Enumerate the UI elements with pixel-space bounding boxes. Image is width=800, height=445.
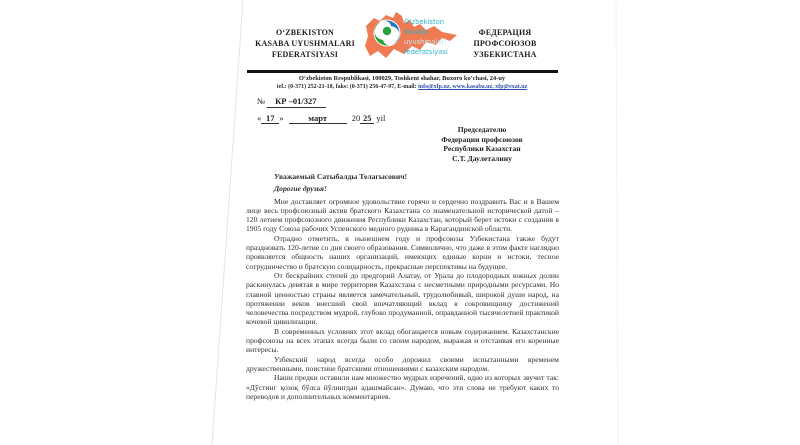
date-day: 17	[261, 113, 279, 124]
org-email-web-links: info@xfp.uz, www.kasaba.uz, xfp@exat.uz	[418, 84, 528, 90]
recipient-line: Республики Казахстан	[443, 144, 521, 154]
salutation: Уважаемый Сатыбалды Телагысович!	[274, 172, 408, 181]
emblem-dot	[383, 27, 391, 35]
recipient-line: Председателю	[457, 125, 507, 134]
reference-number-line	[257, 96, 326, 106]
letter-body	[246, 172, 559, 401]
org-name-line: FEDERATSIYASI	[271, 50, 339, 59]
body-paragraph: Узбекский народ всегда особо дорожил своими испытанными временем дружественными, поистине братскими отношениями с казахским народом.	[246, 354, 559, 373]
org-contacts	[240, 83, 564, 91]
date-month: март	[289, 113, 347, 124]
body-paragraph: Мне доставляет огромное удовольствие горячо и сердечно поздравить Вас и в Вашем лице весь профсоюзный актив братского Казахстана со знаменательной исторической датой – 120 летием профсоюзного движения Республики Казахстан, который берет истоки с создания в 1905 году Союза рабочих Успенского медного рудника в Карагандинской области.	[246, 196, 559, 234]
body-paragraph: Наши предки оставили нам множество мудрых изречений, одно из которых звучит так: «Дўстинг қозоқ бўлса йўлингдан адашмайсан». Думаю, что эти слова не требуют каких то переводов и дополнительных комментариев.	[246, 373, 559, 401]
org-phone-fax: tel.: (0-371) 252-21-18, faks: (0-371) 256-47-97, E-mail:	[276, 84, 419, 90]
org-address: O‘zbekiston Respublikasi, 100029, Toshkent shahar, Buxoro ko‘chasi, 24-uy	[298, 75, 506, 82]
recipient-block	[404, 125, 560, 163]
org-name-line: ПРОФСОЮЗОВ	[473, 39, 537, 48]
letterhead-divider	[247, 70, 558, 73]
body-paragraph: В современных условиях этот вклад обогащается новым содержанием. Казахстанские профсоюзы на всех этапах всегда были со своим народом, выражая и отстаивая его коренные интересы.	[246, 326, 559, 355]
quote-close: »	[279, 113, 284, 123]
recipient-line: Федерации профсоюзов	[441, 134, 523, 144]
year-word: yil	[376, 113, 386, 123]
quote-open: «	[257, 113, 262, 123]
letter-date-line	[257, 113, 385, 124]
logo-text-line: O‘zbekiston	[404, 18, 445, 26]
number-sign: №	[257, 96, 266, 106]
org-name-uzbek	[246, 27, 364, 60]
reference-number-value: КР –01/327	[267, 96, 326, 108]
federation-logo	[360, 6, 460, 68]
org-name-line: O‘ZBEKISTON	[275, 28, 335, 37]
org-name-line: ФЕДЕРАЦИЯ	[478, 28, 532, 37]
year-suffix: 25	[360, 113, 374, 124]
org-name-russian	[446, 27, 564, 60]
body-paragraph: От бескрайних степей до предгорий Алатау, от Урала до плодородных южных долин раскинулась девятая в мире территория Казахстана с несметными природными ресурсами. Но главной ценностью страны является замечательный, трудолюбивый, широкой души народ, на протяжении веков внесший свой впечатляющий вклад в сокровищницу достижений человечества посредством мудрой, глубоко продуманной, оправданной тысячелетней практикой кочевой цивилизации.	[246, 270, 559, 327]
org-name-line: KASABA UYUSHMALARI	[255, 39, 355, 48]
recipient-line: С.Т. Даулеталину	[452, 153, 512, 163]
logo-text-line: uyushmalari	[404, 38, 447, 46]
body-paragraph: Отрадно отметить, в нынешнем году и профсоюзы Узбекистана также будут праздновать 120-летие со дня своего образования. Символично, что даже в этом факте наглядно проявляется общность наших организаций, имеющих единые корни и истоки, тесное сотрудничество и братскую солидарность, прекрасные перспективы на будущее.	[246, 233, 559, 271]
org-name-line: УЗБЕКИСТАНА	[473, 50, 537, 59]
greeting: Дорогие друзья!	[274, 184, 327, 194]
logo-text-line: kasaba	[404, 28, 429, 36]
year-prefix: 20	[351, 113, 361, 123]
logo-text-line: federatsiyasi	[404, 48, 448, 56]
